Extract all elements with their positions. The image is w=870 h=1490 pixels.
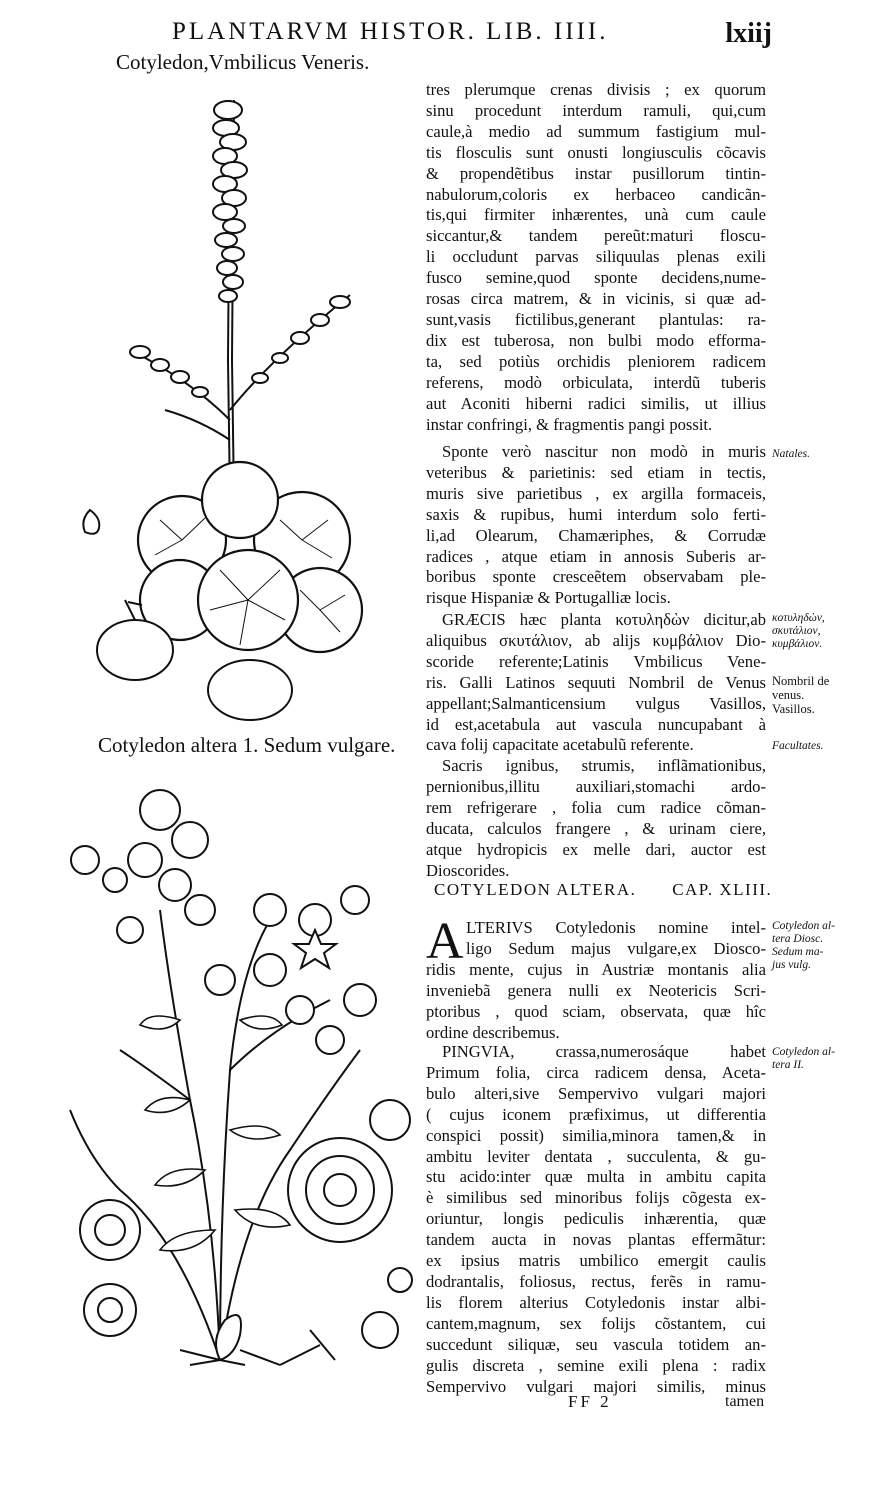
figure-caption-2: Cotyledon altera 1. Sedum vulgare. [98,733,396,757]
text-line: è similibus sed minoribus folijs cõgesta ex- [426,1188,766,1208]
margin-note-line: κυμβάλιον. [772,638,823,650]
margin-note-line: Sedum ma- [772,946,824,958]
text-line: ( cujus iconem præfiximus, ut differentia [426,1104,766,1124]
text-line: fusco semine,quod sponte decidens,nume- [426,268,766,288]
margin-note-line: σκυτάλιον, [772,625,821,637]
text-line: ptoribus , quod sciam, observata, quæ hîc [426,1001,766,1021]
chapter-title: COTYLEDON ALTERA. [434,880,637,899]
text-line: aut Aconiti hiberni radici similis, ut illius [426,393,766,413]
text-line: li,ad Olearum, Chamæriphes, & Corrudæ [426,525,766,545]
text-line: boribus sponte cresceẽtem observabam ple- [426,567,766,587]
text-line: Sponte verò nascitur non modò in muris [442,442,766,461]
text-line: rem refrigerare , folia cum radice cõman- [426,797,766,817]
text-line: muris sive parietibus , ex argilla formaceis, [426,483,766,503]
text-line: tres plerumque crenas divisis ; ex quorum [426,80,766,99]
text-block-1 [426,80,766,435]
catchword: tamen [725,1393,765,1410]
text-line: cava folij capacitate acetabulũ referente. [426,735,694,755]
text-line: lis florem alterius Cotyledonis instar albi- [426,1292,766,1312]
text-line: sinu procedunt interdum ramuli, qui,cum [426,100,766,120]
folio-number: lxiij [725,18,772,49]
margin-note-cotyledon-altera-ii [772,1046,835,1072]
text-line: sunt,vasis fictilibus,generant plantulas: ra- [426,309,766,329]
margin-note-line: tera Diosc. [772,933,824,945]
text-line: scoride referente;Latinis Vmbilicus Vene- [426,651,766,671]
text-line: conspici possit) similia,minora tamen,& in [426,1125,766,1145]
text-line: oriuntur, longis pediculis inhærentia, quæ [426,1209,766,1229]
text-line: risque Hispaniæ & Portugalliæ locis. [426,588,671,608]
text-block-natales [426,442,766,609]
text-line: ambitu leviter dentata , succulenta, & gu- [426,1146,766,1166]
text-line: ex ipsius matris umbilico emergit caulis [426,1251,766,1271]
text-line: tis flosculis sunt onusti longiusculis cõcavis [426,142,766,162]
woodcut-umbilicus-veneris [70,80,390,730]
text-line: instar confringi, & fragmentis pangi possit. [426,414,713,434]
margin-note-line: κοτυληδὼν, [772,612,825,624]
text-line: Sacris ignibus, strumis, inflãmationibus, [442,756,766,775]
margin-note-line: Cotyledon al- [772,1046,835,1058]
margin-note-cotyledon-altera [772,920,835,972]
text-line: siccantur,& tandem pereũt:maturi floscu- [426,226,766,246]
margin-note-line: Vasillos. [772,702,815,716]
text-line: cantem,magnum, sex folijs cõstantem, cui [426,1313,766,1333]
margin-note-line: jus vulg. [772,959,811,971]
signature-mark: FF 2 [568,1392,612,1411]
text-line: li occludunt parvas siliquulas plenas exili [426,247,766,267]
text-line: veteribus & parietinis: sed etiam in tectis, [426,462,766,482]
text-line: id est,acetabula aut vascula nuncupabant à [426,714,766,734]
text-line: ordine describemus. [426,1022,560,1042]
text-line: tis,qui firmiter inhærentes, unà cum caule [426,205,766,225]
margin-note-line: venus. [772,688,805,702]
text-line: rosas circa matrem, & in vicinis, si quæ ad- [426,289,766,309]
woodcut-sedum-vulgare [40,770,430,1370]
page-header [172,18,772,54]
chapter-number: CAP. XLIII. [672,880,773,899]
margin-note-facultates: Facultates. [772,740,824,752]
text-block-chapter-opening [466,918,766,960]
text-line: PINGVIA, crassa,numerosáque habet [442,1042,766,1061]
text-line: Primum folia, circa radicem densa, Aceta- [426,1062,766,1082]
text-line: tandem aucta in novas plantas effermãtur: [426,1230,766,1250]
text-block-description [426,1042,766,1397]
text-line: pernionibus,illitu auxiliari,stomachi ardo- [426,776,766,796]
text-line: saxis & rupibus, humi interdum solo ferti- [426,504,766,524]
margin-note-nombril [772,674,829,716]
text-line: ta, sed potiùs orchidis pleniorem radicem [426,351,766,371]
margin-note-line: Nombril de [772,674,830,688]
text-block-facultates [426,756,766,881]
text-line: dodrantalis, foliosus, rectus, ferẽs in ramu- [426,1271,766,1291]
text-line: inveniebã genera nulli ex Neotericis Scri- [426,980,766,1000]
text-line: dix est tuberosa, non bulbi modo efforma- [426,330,766,350]
text-line: appellant;Salmanticensium vulgus Vasillos, [426,693,766,713]
margin-note-line: tera II. [772,1059,804,1071]
text-line: ridis mente, cujus in Austriæ montanis alia [426,960,766,979]
text-line: gulis discreta , semine exili plena : radix [426,1355,766,1375]
text-line: radices , atque etiam in annosis Suberis ar- [426,546,766,566]
text-line: succedunt siliquæ, seu vascula totidem an- [426,1334,766,1354]
text-line: stu acido:inter quæ multa in ambitu capita [426,1167,766,1187]
text-block-nomina [426,610,766,756]
text-line: aliquibus σκυτάλιον, ab alijs κυμβάλιον Dio- [426,630,766,650]
figure-caption-1: Cotyledon,Vmbilicus Veneris. [116,50,370,74]
text-line: ducata, calculos frangere , & urinam ciere, [426,818,766,838]
text-line: bulo alteri,sive Sempervivo vulgari majori [426,1083,766,1103]
text-line: LTERIVS Cotyledonis nomine intel- [466,918,766,937]
text-line: ris. Galli Latinos sequuti Nombril de Venus [426,672,766,692]
margin-note-line: Cotyledon al- [772,920,835,932]
text-line: GRÆCIS hæc planta κοτυληδὼν dicitur,ab [442,610,766,629]
text-line: ligo Sedum majus vulgare,ex Diosco- [466,938,766,958]
text-line: Sempervivo vulgari majori similis, minus [426,1376,766,1396]
text-line: caule,à medio ad summum fastigium mul- [426,121,766,141]
chapter-heading [434,880,772,900]
margin-note-natales: Natales. [772,448,811,460]
margin-note-greek-names [772,612,825,651]
text-line: atque hydropicis ex melle dari, auctor est [426,839,766,859]
text-line: Dioscorides. [426,860,510,880]
drop-cap: A [426,913,464,970]
text-line: referens, modò orbiculata, interdũ tuberis [426,372,766,392]
text-line: nabulorum,coloris ex herbaceo candicãn- [426,184,766,204]
text-line: & propendẽtibus instar pusillorum tintin- [426,163,766,183]
running-title: PLANTARVM HISTOR. LIB. IIII. [172,18,609,45]
text-block-chapter-intro [426,960,766,1044]
